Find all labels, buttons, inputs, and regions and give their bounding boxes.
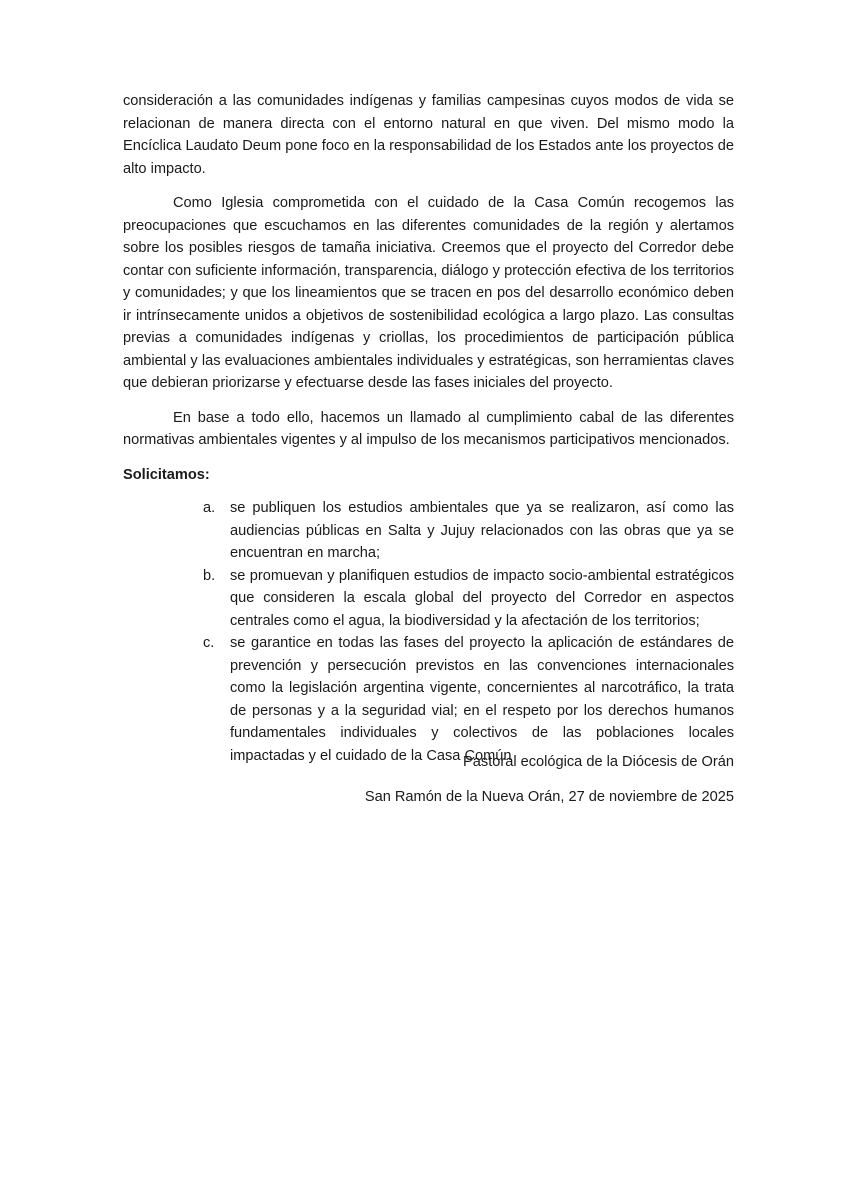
signature-author: Pastoral ecológica de la Diócesis de Orán [463,754,734,770]
requests-heading: Solicitamos: [123,466,210,483]
list-marker: a. [203,500,216,516]
paragraph-call-to-action: En base a todo ello, hacemos un llamado al cumplimiento cabal de las diferentes normativas ambientales vigentes y al impulso de los mecanismos participativos mencionados. [123,409,734,448]
document-body [123,90,734,767]
list-item-text: se publiquen los estudios ambientales que ya se realizaron, así como las audiencias públicas en Salta y Jujuy relacionados con las obras que ya se encuentran en marcha; [230,500,734,561]
list-marker: c. [203,635,215,651]
list-item-text: se garantice en todas las fases del proyecto la aplicación de estándares de prevención y persecución previstos en las convenciones internacionales como la legislación argentina vigente, concernientes al narcotráfico, la trata de personas y a la seguridad vial; en el respeto por los derechos humanos fundamentales individuales y colectivos de las poblaciones locales impactadas y el cuidado de la Casa Común [230,635,734,764]
requests-list [203,497,734,767]
paragraph-church-concerns: Como Iglesia comprometida con el cuidado de la Casa Común recogemos las preocupaciones que escuchamos en las diferentes comunidades de la región y alertamos sobre los posibles riesgos de tamaña iniciativa. Creemos que el proyecto del Corredor debe contar con suficiente información, transparencia, diálogo y protección efectiva de los territorios y comunidades; y que los lineamientos que se tracen en pos del desarrollo económico deben ir intrínsecamente unidos a objetivos de sostenibilidad ecológica a largo plazo. Las consultas previas a comunidades indígenas y criollas, los procedimientos de participación pública ambiental y las evaluaciones ambientales individuales y estratégicas, son herramientas claves que debieran priorizarse y efectuarse desde las fases iniciales del proyecto. [123,195,734,391]
list-marker: b. [203,567,216,584]
paragraph-continuation: consideración a las comunidades indígenas y familias campesinas cuyos modos de vida se relacionan de manera directa con el entorno natural en que viven. Del mismo modo la Encíclica Laudato Deum pone foco en la responsabilidad de los Estados ante los proyectos de alto impacto. [123,93,734,177]
signature-place-date: San Ramón de la Nueva Orán, 27 de noviembre de 2025 [364,789,734,805]
list-item [203,632,734,767]
list-item [203,497,734,565]
list-item [203,565,734,633]
list-item-text: se promuevan y planifiquen estudios de impacto socio-ambiental estratégicos que consideren la escala global del proyecto del Corredor en aspectos centrales como el agua, la biodiversidad y la afectación de los territorios; [230,567,734,629]
